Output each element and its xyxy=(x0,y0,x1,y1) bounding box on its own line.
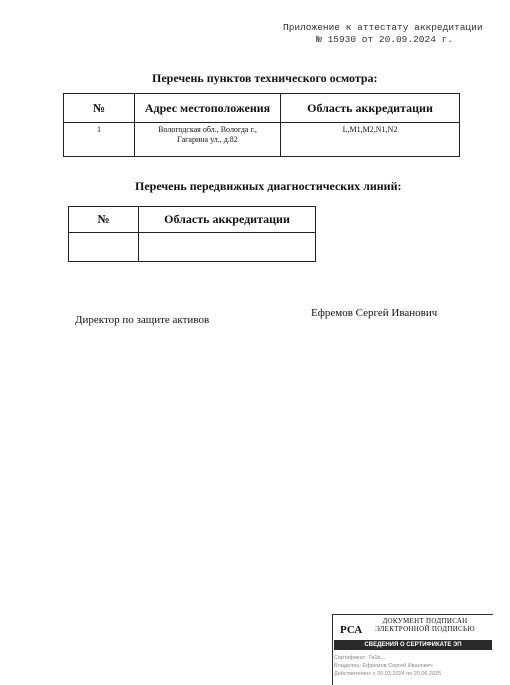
column-header-address: Адрес местоположения xyxy=(135,94,281,123)
stamp-details xyxy=(334,654,492,678)
section1-title: Перечень пунктов технического осмотра: xyxy=(152,71,378,85)
attachment-note-line1: Приложение к аттестату аккредитации xyxy=(283,22,483,33)
signatory-name: Ефремов Сергей Иванович xyxy=(311,307,438,319)
cell-scope-empty xyxy=(139,233,316,262)
signatory-position: Директор по защите активов xyxy=(75,314,210,326)
stamp-title-line1: ДОКУМЕНТ ПОДПИСАН xyxy=(382,617,468,625)
stamp-detail-2: Владелец: Ефремов Сергей Иванович xyxy=(334,663,433,669)
stamp-detail-1: Сертификат: 7a1b... xyxy=(334,655,386,661)
table-header-row xyxy=(69,207,316,233)
table-header-row xyxy=(64,94,460,123)
inspection-points-table xyxy=(63,93,460,157)
cell-number-empty xyxy=(69,233,139,262)
stamp-certificate-bar: СВЕДЕНИЯ О СЕРТИФИКАТЕ ЭП xyxy=(334,640,492,650)
attachment-note xyxy=(283,22,483,46)
table-row xyxy=(69,233,316,262)
attachment-note-line2: № 15930 от 20.09.2024 г. xyxy=(316,34,453,45)
column-header-scope: Область аккредитации xyxy=(281,94,460,123)
cell-scope: L,M1,M2,N1,N2 xyxy=(281,123,460,157)
cell-address: Вологодская обл., Вологда г., Гагарина ул., д.82 xyxy=(135,123,281,157)
stamp-title-line2: ЭЛЕКТРОННОЙ ПОДПИСЬЮ xyxy=(375,625,475,633)
table-row xyxy=(64,123,460,157)
column-header-number: № xyxy=(69,207,139,233)
column-header-scope: Область аккредитации xyxy=(139,207,316,233)
stamp-detail-3: Действителен: с 20.03.2024 по 20.06.2025 xyxy=(334,671,442,677)
rsa-logo: РСА xyxy=(340,624,363,636)
mobile-lines-table xyxy=(68,206,316,262)
cell-number: 1 xyxy=(64,123,135,157)
section2-title: Перечень передвижных диагностических линий: xyxy=(135,179,402,193)
stamp-title xyxy=(366,617,484,633)
column-header-number: № xyxy=(64,94,135,123)
